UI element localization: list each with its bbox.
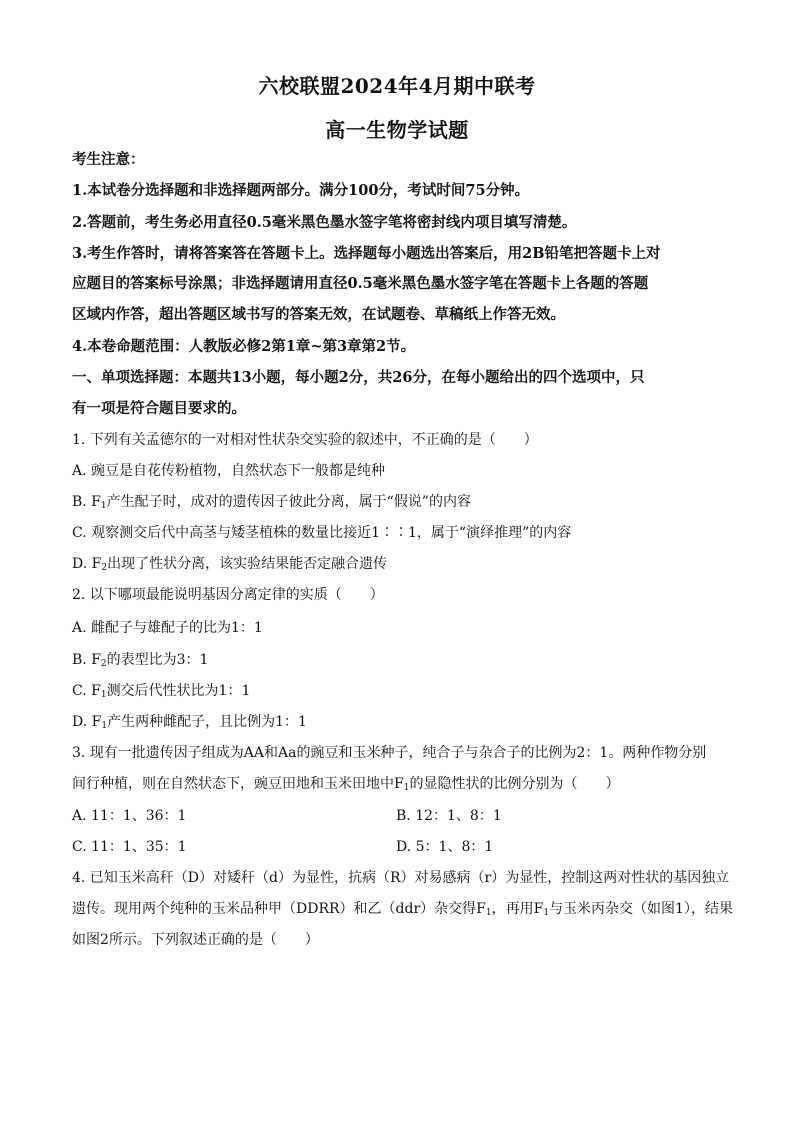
question-3-stem: 3. 现有一批遗传因子组成为AA和Aa的豌豆和玉米种子，纯合子与杂合子的比例为2：1。两种作物分别 [72,745,707,761]
notice-item-1: 1.本试卷分选择题和非选择题两部分。满分100分，考试时间75分钟。 [72,182,530,199]
question-4-stem-cont1: 遗传。现用两个纯种的玉米品种甲（DDRR）和乙（ddr）杂交得$F_1$，再用$F_1$与玉米丙杂交（如图1），结果 [72,901,733,918]
notice-item-3-cont1: 应题目的答案标号涂黑；非选择题请用直径0.5毫米黑色墨水签字笔在答题卡上各题的答题 [72,275,649,292]
question-1-option-d: D. $F_2$出现了性状分离，该实验结果能否定融合遗传 [72,556,388,573]
question-2-option-a: A. 雌配子与雄配子的比为1：1 [72,620,263,636]
question-1-stem: 1. 下列有关孟德尔的一对相对性状杂交实验的叙述中，不正确的是（ ） [72,432,538,448]
notice-item-3: 3.考生作答时，请将答案答在答题卡上。选择题每小题选出答案后，用2B铅笔把答题卡上对 [72,245,661,262]
question-4-stem: 4. 已知玉米高秆（D）对矮秆（d）为显性，抗病（R）对易感病（r）为显性，控制这两对性状的基因独立 [72,870,730,886]
question-3-option-d: D. 5：1、8：1 [396,839,494,855]
notice-item-3-cont2: 区域内作答，超出答题区域书写的答案无效，在试题卷、草稿纸上作答无效。 [72,306,565,323]
notice-heading: 考生注意： [72,151,145,168]
question-3-option-b: B. 12：1、8：1 [396,808,502,824]
question-1-option-c: C. 观察测交后代中高茎与矮茎植株的数量比接近1∶∶1，属于“演绎推理”的内容 [72,525,572,541]
question-2-option-c: C. $F_1$测交后代性状比为1：1 [72,683,251,700]
question-3-stem-cont: 间行种植，则在自然状态下，豌豆田地和玉米田地中$F_1$的显隐性状的比例分别为（ ） [72,776,620,793]
section-heading: 一、单项选择题：本题共13小题，每小题2分，共26分，在每小题给出的四个选项中，只 [72,369,645,386]
question-1-option-b: B. $F_1$产生配子时，成对的遗传因子彼此分离，属于“假说”的内容 [72,494,471,511]
notice-item-2: 2.答题前，考生务必用直径0.5毫米黑色墨水签字笔将密封线内项目填写清楚。 [72,214,577,231]
question-2-option-b: B. $F_2$的表型比为3：1 [72,652,209,669]
question-3-option-a: A. 11：1、36：1 [72,808,187,824]
exam-subtitle: 高一生物学试题 [325,118,469,142]
notice-item-4: 4.本卷命题范围：人教版必修2第1章~第3章第2节。 [72,338,416,355]
question-1-option-a: A. 豌豆是自花传粉植物，自然状态下一般都是纯种 [72,463,386,479]
question-3-option-c: C. 11：1、35：1 [72,839,187,855]
question-2-option-d: D. $F_1$产生两种雌配子，且比例为1：1 [72,714,307,731]
exam-title: 六校联盟2024年4月期中联考 [258,74,536,98]
section-heading-cont: 有一项是符合题目要求的。 [72,400,246,417]
question-4-stem-cont2: 如图2所示。下列叙述正确的是（ ） [72,932,319,948]
question-2-stem: 2. 以下哪项最能说明基因分离定律的实质（ ） [72,587,384,603]
